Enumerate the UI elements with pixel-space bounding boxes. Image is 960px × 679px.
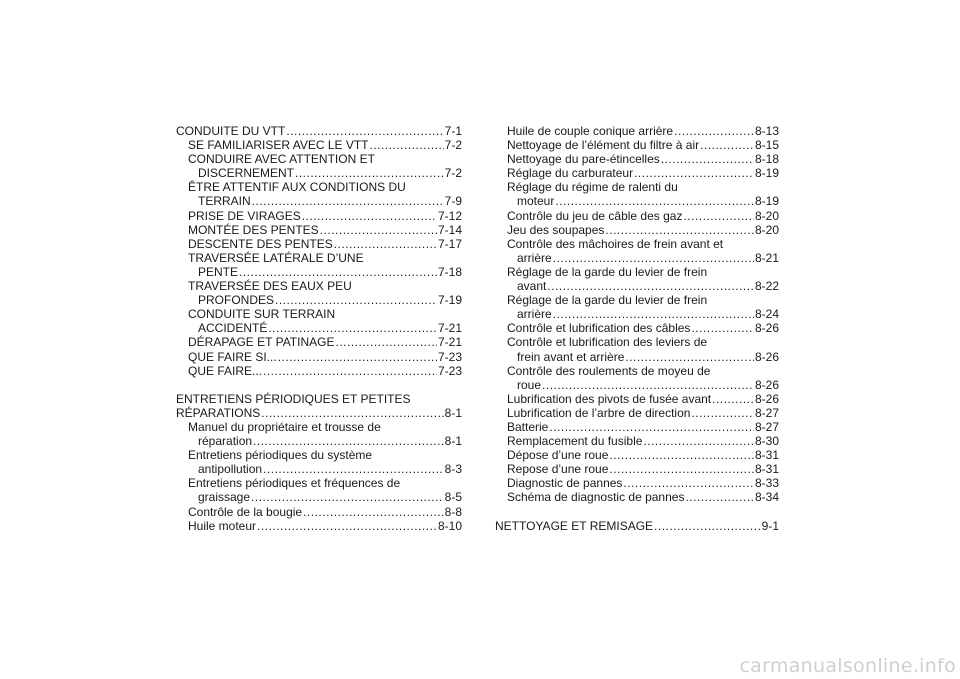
toc-entry[interactable] — [176, 350, 462, 364]
toc-entry-line — [176, 251, 462, 265]
toc-entry-title: Nettoyage de l’élément du filtre à air — [507, 138, 700, 153]
toc-entry-title: Nettoyage du pare-étincelles — [507, 152, 660, 167]
toc-entry-title: Contrôle des mâchoires de frein avant et — [507, 236, 724, 251]
toc-entry[interactable] — [495, 392, 779, 406]
toc-entry[interactable] — [176, 138, 462, 152]
toc-entry[interactable] — [495, 420, 779, 434]
toc-entry[interactable] — [495, 378, 779, 392]
toc-entry-title: Huile de couple conique arrière — [507, 124, 674, 138]
toc-page-number: 8-19 — [754, 166, 779, 181]
toc-entry-line — [176, 420, 462, 434]
dot-leader — [654, 519, 761, 533]
toc-page-number: 8-31 — [754, 448, 779, 463]
toc-entry-title: Lubrification des pivots de fusée avant — [507, 391, 712, 406]
toc-page-number: 7-2 — [444, 138, 462, 153]
toc-entry[interactable] — [176, 166, 462, 180]
toc-entry[interactable] — [176, 194, 462, 208]
dot-leader — [547, 279, 754, 293]
toc-entry-title: moteur — [517, 194, 555, 209]
toc-entry[interactable] — [176, 237, 462, 251]
dot-leader — [253, 434, 444, 448]
toc-entry-title: Batterie — [507, 419, 549, 434]
watermark: carmanualsonline.info — [739, 655, 956, 677]
toc-entry-title: Lubrification de l’arbre de direction — [507, 405, 691, 420]
toc-entry[interactable] — [176, 462, 462, 476]
dot-leader — [605, 223, 754, 237]
toc-page-number: 7-14 — [437, 222, 462, 237]
toc-entry-line — [176, 152, 462, 166]
toc-entry-title: Contrôle de la bougie — [188, 504, 303, 519]
dot-leader — [268, 321, 437, 335]
dot-leader — [623, 476, 754, 490]
toc-page-number: 7-1 — [444, 124, 462, 138]
toc-page-number: 8-1 — [444, 434, 462, 449]
toc-entry[interactable] — [495, 406, 779, 420]
toc-entry-title: Dépose d’une roue — [507, 448, 609, 463]
toc-page-number: 8-22 — [754, 279, 779, 294]
toc-page-number: 8-26 — [754, 377, 779, 392]
toc-page-number: 8-3 — [444, 462, 462, 477]
dot-leader — [252, 194, 444, 208]
dot-leader — [609, 462, 754, 476]
toc-entry[interactable] — [495, 138, 779, 152]
dot-leader — [251, 490, 444, 504]
dot-leader — [286, 124, 443, 138]
toc-entry[interactable] — [495, 434, 779, 448]
toc-entry-title: Contrôle et lubrification des leviers de — [507, 335, 708, 350]
toc-page-number: 8-26 — [754, 391, 779, 406]
toc-entry[interactable] — [495, 321, 779, 335]
section-spacer — [176, 378, 462, 392]
dot-leader — [295, 166, 444, 180]
dot-leader — [643, 434, 754, 448]
toc-page-number: 8-13 — [754, 124, 779, 138]
toc-page-number: 8-33 — [754, 476, 779, 491]
toc-entry-title: PROFONDES — [198, 293, 275, 308]
toc-entry[interactable] — [495, 152, 779, 166]
dot-leader — [275, 293, 437, 307]
toc-entry-title: DISCERNEMENT — [198, 166, 295, 181]
dot-leader — [549, 420, 754, 434]
toc-entry-title: Contrôle du jeu de câble des gaz — [507, 208, 683, 223]
toc-entry[interactable] — [176, 505, 462, 519]
toc-page-number: 7-9 — [444, 194, 462, 209]
toc-entry[interactable] — [176, 519, 462, 533]
toc-entry[interactable] — [176, 321, 462, 335]
dot-leader — [683, 209, 754, 223]
toc-entry-line — [176, 448, 462, 462]
dot-leader — [553, 307, 754, 321]
dot-leader — [712, 392, 754, 406]
toc-page-number: 7-23 — [437, 349, 462, 364]
toc-entry-line — [176, 392, 462, 406]
toc-entry-line — [495, 364, 779, 378]
dot-leader — [263, 364, 437, 378]
dot-leader — [370, 138, 444, 152]
toc-entry[interactable] — [495, 124, 779, 138]
toc-entry-title: ENTRETIENS PÉRIODIQUES ET PETITES — [176, 391, 411, 406]
toc-page-number: 9-1 — [761, 518, 779, 533]
toc-entry[interactable] — [176, 124, 462, 138]
toc-entry-line — [176, 307, 462, 321]
toc-entry-title: roue — [517, 377, 542, 392]
toc-page-number: 7-23 — [437, 363, 462, 378]
toc-entry-title: Entretiens périodiques et fréquences de — [188, 476, 401, 491]
section-spacer — [495, 505, 779, 519]
dot-leader — [263, 462, 444, 476]
toc-entry-line — [495, 180, 779, 194]
toc-entry-title: graissage — [198, 490, 251, 505]
toc-page-number: 8-27 — [754, 419, 779, 434]
toc-right-column — [495, 124, 779, 533]
toc-page-number: 7-21 — [437, 321, 462, 336]
toc-entry[interactable] — [176, 265, 462, 279]
dot-leader — [278, 350, 437, 364]
toc-page-number: 7-2 — [444, 166, 462, 181]
dot-leader — [302, 209, 437, 223]
toc-entry-title: Contrôle et lubrification des câbles — [507, 321, 691, 336]
toc-page-number: 8-15 — [754, 138, 779, 153]
toc-page-number: 8-19 — [754, 194, 779, 209]
toc-entry-title: RÉPARATIONS — [176, 405, 261, 420]
dot-leader — [257, 519, 437, 533]
dot-leader — [303, 505, 444, 519]
dot-leader — [320, 223, 437, 237]
toc-left-column — [176, 124, 462, 533]
toc-entry[interactable] — [495, 307, 779, 321]
toc-entry-title: Remplacement du fusible — [507, 434, 643, 449]
toc-entry-title: CONDUITE DU VTT — [176, 124, 286, 138]
dot-leader — [261, 406, 443, 420]
toc-entry-title: PENTE — [198, 264, 239, 279]
toc-entry-title: Réglage du régime de ralenti du — [507, 180, 678, 195]
toc-page-number: 8-34 — [754, 490, 779, 505]
toc-page-number: 8-20 — [754, 222, 779, 237]
toc-entry-line — [176, 180, 462, 194]
toc-entry-title: TRAVERSÉE LATÉRALE D’UNE — [188, 250, 364, 265]
toc-entry-title: TRAVERSÉE DES EAUX PEU — [188, 279, 352, 294]
toc-entry[interactable] — [176, 434, 462, 448]
toc-entry-title: Schéma de diagnostic de pannes — [507, 490, 685, 505]
toc-page-number: 7-17 — [437, 236, 462, 251]
toc-entry-title: Réglage de la garde du levier de frein — [507, 264, 708, 279]
toc-entry[interactable] — [176, 209, 462, 223]
toc-entry-line — [495, 293, 779, 307]
dot-leader — [691, 406, 754, 420]
dot-leader — [239, 265, 437, 279]
toc-entry-line — [495, 335, 779, 349]
toc-entry-line — [495, 265, 779, 279]
toc-page-number: 8-31 — [754, 462, 779, 477]
dot-leader — [625, 350, 754, 364]
toc-entry[interactable] — [495, 279, 779, 293]
toc-page-number: 8-10 — [437, 518, 462, 533]
toc-entry-title: PRISE DE VIRAGES — [188, 208, 301, 223]
toc-page-number: 8-26 — [754, 349, 779, 364]
toc-entry-title: arrière — [517, 307, 552, 322]
toc-page-number: 8-24 — [754, 307, 779, 322]
toc-entry-title: NETTOYAGE ET REMISAGE — [495, 518, 654, 533]
toc-entry-line — [176, 279, 462, 293]
toc-entry[interactable] — [495, 166, 779, 180]
dot-leader — [691, 321, 754, 335]
toc-page-number: 8-18 — [754, 152, 779, 167]
dot-leader — [609, 448, 754, 462]
toc-entry[interactable] — [176, 364, 462, 378]
toc-page-number: 8-8 — [444, 504, 462, 519]
dot-leader — [553, 251, 754, 265]
toc-entry[interactable] — [495, 223, 779, 237]
toc-page-number: 7-21 — [437, 335, 462, 350]
dot-leader — [700, 138, 754, 152]
toc-page-number: 8-30 — [754, 434, 779, 449]
toc-entry[interactable] — [495, 476, 779, 490]
toc-page-number: 8-26 — [754, 321, 779, 336]
toc-page-number: 7-19 — [437, 293, 462, 308]
toc-entry[interactable] — [176, 293, 462, 307]
dot-leader — [542, 378, 754, 392]
toc-entry-title: TERRAIN — [198, 194, 251, 209]
toc-entry-title: Réglage du carburateur — [507, 166, 634, 181]
toc-page-number: 8-27 — [754, 405, 779, 420]
toc-entry-title: Réglage de la garde du levier de frein — [507, 293, 708, 308]
toc-entry[interactable] — [495, 209, 779, 223]
toc-entry[interactable] — [495, 194, 779, 208]
toc-entry-title: avant — [517, 279, 547, 294]
toc-entry-title: Diagnostic de pannes — [507, 476, 623, 491]
toc-entry-title: Entretiens périodiques du système — [188, 448, 373, 463]
toc-entry[interactable] — [495, 251, 779, 265]
toc-entry-title: réparation — [198, 434, 253, 449]
dot-leader — [685, 490, 754, 504]
toc-entry-title: Huile moteur — [188, 518, 257, 533]
toc-entry-title: ÊTRE ATTENTIF AUX CONDITIONS DU — [188, 180, 406, 195]
toc-entry-title: Repose d’une roue — [507, 462, 609, 477]
toc-page-number: 7-12 — [437, 208, 462, 223]
toc-entry-title: DÉRAPAGE ET PATINAGE — [188, 335, 335, 350]
toc-entry-title: Contrôle des roulements de moyeu de — [507, 363, 711, 378]
dot-leader — [335, 335, 436, 349]
toc-page-number: 8-21 — [754, 250, 779, 265]
toc-page-number: 8-5 — [444, 490, 462, 505]
toc-entry-title: ACCIDENTÉ — [198, 321, 268, 336]
toc-entry[interactable] — [495, 490, 779, 504]
toc-entry[interactable] — [495, 350, 779, 364]
toc-entry-title: Manuel du propriétaire et trousse de — [188, 419, 381, 434]
toc-entry-title: frein avant et arrière — [517, 349, 625, 364]
toc-entry[interactable] — [176, 335, 462, 349]
toc-entry-title: QUE FAIRE SI... — [188, 349, 277, 364]
toc-page-number: 7-18 — [437, 264, 462, 279]
toc-entry-title: CONDUITE SUR TERRAIN — [188, 307, 336, 322]
toc-entry[interactable] — [176, 490, 462, 504]
toc-entry-title: CONDUIRE AVEC ATTENTION ET — [188, 152, 375, 167]
dot-leader — [674, 124, 754, 138]
toc-entry-line — [495, 237, 779, 251]
toc-entry-title: Jeu des soupapes — [507, 222, 605, 237]
toc-entry[interactable] — [495, 462, 779, 476]
toc-entry-title: QUE FAIRE... — [188, 363, 263, 378]
dot-leader — [555, 194, 754, 208]
toc-entry[interactable] — [176, 406, 462, 420]
dot-leader — [334, 237, 437, 251]
toc-page-number: 8-1 — [444, 405, 462, 420]
dot-leader — [661, 152, 754, 166]
toc-entry-title: MONTÉE DES PENTES — [188, 222, 319, 237]
toc-entry-line — [176, 476, 462, 490]
dot-leader — [634, 166, 754, 180]
toc-entry[interactable] — [176, 223, 462, 237]
toc-entry-title: antipollution — [198, 462, 263, 477]
toc-entry[interactable] — [495, 519, 779, 533]
toc-entry-title: SE FAMILIARISER AVEC LE VTT — [188, 138, 369, 153]
toc-entry[interactable] — [495, 448, 779, 462]
toc-entry-title: arrière — [517, 250, 552, 265]
toc-entry-title: DESCENTE DES PENTES — [188, 236, 333, 251]
toc-page-number: 8-20 — [754, 208, 779, 223]
